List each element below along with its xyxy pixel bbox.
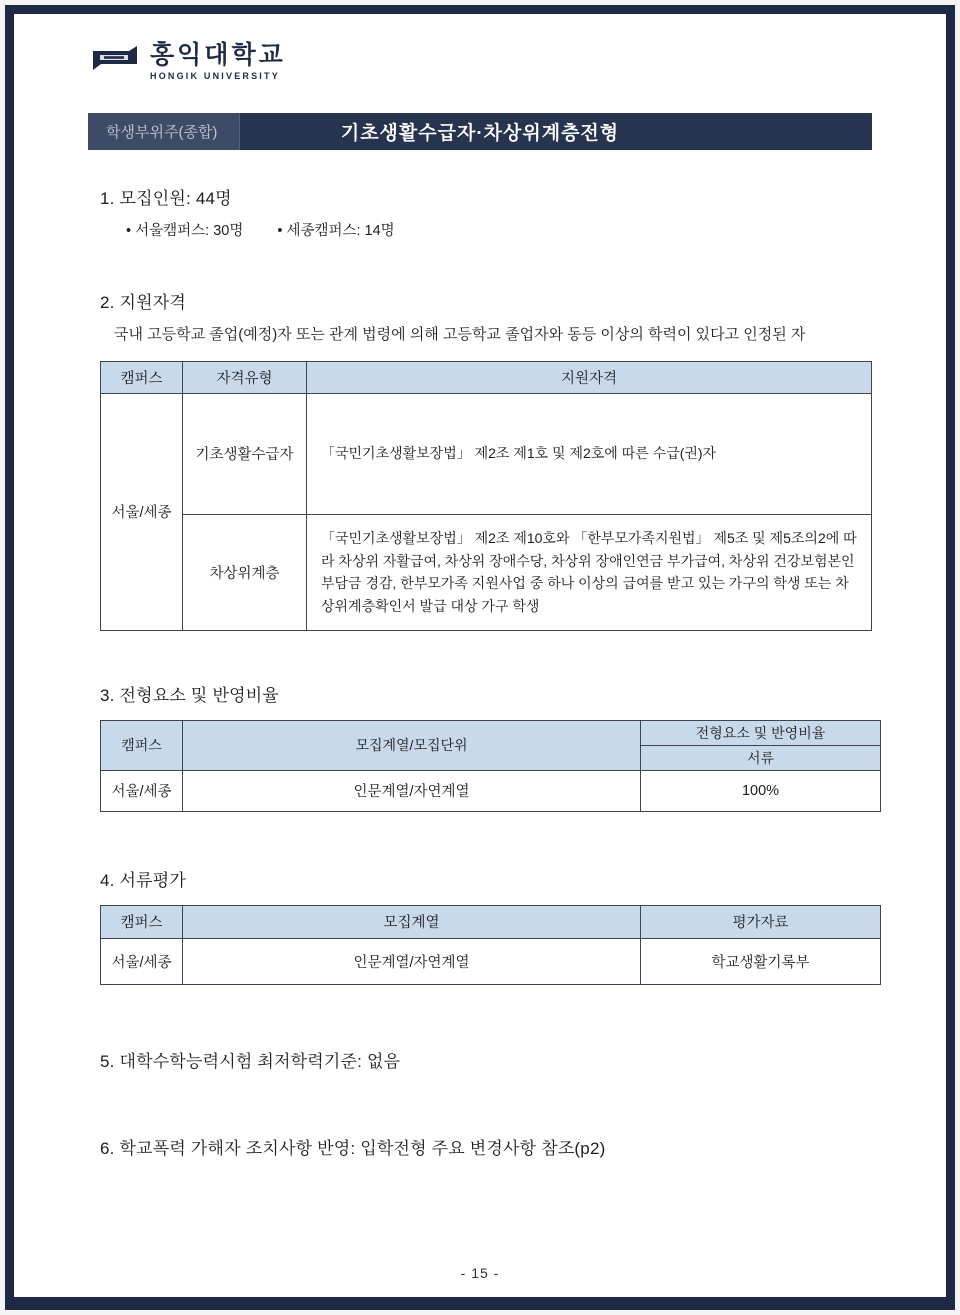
page-number: - 15 -: [460, 1265, 500, 1281]
document-evaluation-table: [100, 905, 881, 985]
section-heading: 6. 학교폭력 가해자 조치사항 반영: 입학전형 주요 변경사항 참조(p2): [100, 1138, 606, 1158]
ratio-cell: 100%: [641, 770, 881, 811]
page-title: 기초생활수급자·차상위계층전형: [340, 123, 620, 145]
section-heading: 1. 모집인원: 44명: [100, 189, 232, 209]
university-logo-text: [150, 42, 286, 81]
table-row: [101, 393, 872, 514]
campus-cell: 서울/세종: [101, 770, 183, 811]
university-name-korean: 홍익대학교: [150, 41, 286, 69]
section-school-violence: [100, 1134, 872, 1159]
evaluation-ratio-table: [100, 720, 881, 812]
title-bar: [88, 113, 872, 150]
section-document-evaluation: [100, 866, 872, 985]
track-cell: 인문계열/자연계열: [183, 770, 641, 811]
section-eligibility: [100, 288, 872, 631]
university-name-english: HONGIK UNIVERSITY: [150, 71, 280, 82]
table-header-row: [101, 361, 872, 393]
table-header-row: [101, 720, 881, 745]
criteria-cell: 「국민기초생활보장법」 제2조 제10호와 「한부모가족지원법」 제5조 및 제5조의2에 따라 차상위 자활급여, 차상위 장애수당, 차상위 장애인연금 부가급여, 차상위 건강보험본인부담금 경감, 한부모가족 지원사업 중 하나 이상의 급여를 받고 있는 가구의 학생 또는 차상위계층확인서 발급 대상 가구 학생: [307, 514, 872, 630]
eligibility-table: [100, 361, 872, 631]
section-heading: 5. 대학수학능력시험 최저학력기준: 없음: [100, 1051, 401, 1071]
header-campus: 캠퍼스: [101, 905, 183, 938]
table-row: [101, 514, 872, 630]
campus-quota-sejong: • 세종캠퍼스: 14명: [277, 223, 395, 240]
header-elements: 전형요소 및 반영비율: [641, 720, 881, 745]
material-cell: 학교생활기록부: [641, 938, 881, 984]
eligibility-description: 국내 고등학교 졸업(예정)자 또는 관계 법령에 의해 고등학교 졸업자와 동등 이상의 학력이 있다고 인정된 자: [114, 326, 806, 344]
section-heading: 2. 지원자격: [100, 293, 186, 313]
page-content: [14, 14, 946, 1297]
table-header-row: [101, 905, 881, 938]
section-heading: 4. 서류평가: [100, 870, 186, 890]
campus-quota-seoul: • 서울캠퍼스: 30명: [126, 223, 244, 240]
section-evaluation-elements: [100, 681, 872, 812]
header-material: 평가자료: [641, 905, 881, 938]
section-recruitment: [100, 184, 872, 240]
campus-cell: 서울/세종: [101, 938, 183, 984]
header-track: 모집계열: [183, 905, 641, 938]
section-heading: 3. 전형요소 및 반영비율: [100, 685, 279, 705]
table-row: [101, 938, 881, 984]
header-track: 모집계열/모집단위: [183, 720, 641, 770]
criteria-cell: 「국민기초생활보장법」 제2조 제1호 및 제2호에 따른 수급(권)자: [307, 393, 872, 514]
section-csat-minimum: [100, 1047, 872, 1072]
type-cell: 차상위계층: [183, 514, 307, 630]
university-logo-icon: [90, 43, 140, 80]
admission-category-label: 학생부위주(종합): [88, 113, 240, 150]
page-frame: [5, 5, 955, 1310]
campus-cell: 서울/세종: [101, 393, 183, 630]
header-criteria: 지원자격: [307, 361, 872, 393]
track-cell: 인문계열/자연계열: [183, 938, 641, 984]
university-logo: [90, 42, 872, 81]
campus-quota-list: [126, 219, 872, 240]
header-campus: 캠퍼스: [101, 720, 183, 770]
subheader-documents: 서류: [641, 745, 881, 770]
table-row: [101, 770, 881, 811]
header-campus: 캠퍼스: [101, 361, 183, 393]
header-type: 자격유형: [183, 361, 307, 393]
type-cell: 기초생활수급자: [183, 393, 307, 514]
